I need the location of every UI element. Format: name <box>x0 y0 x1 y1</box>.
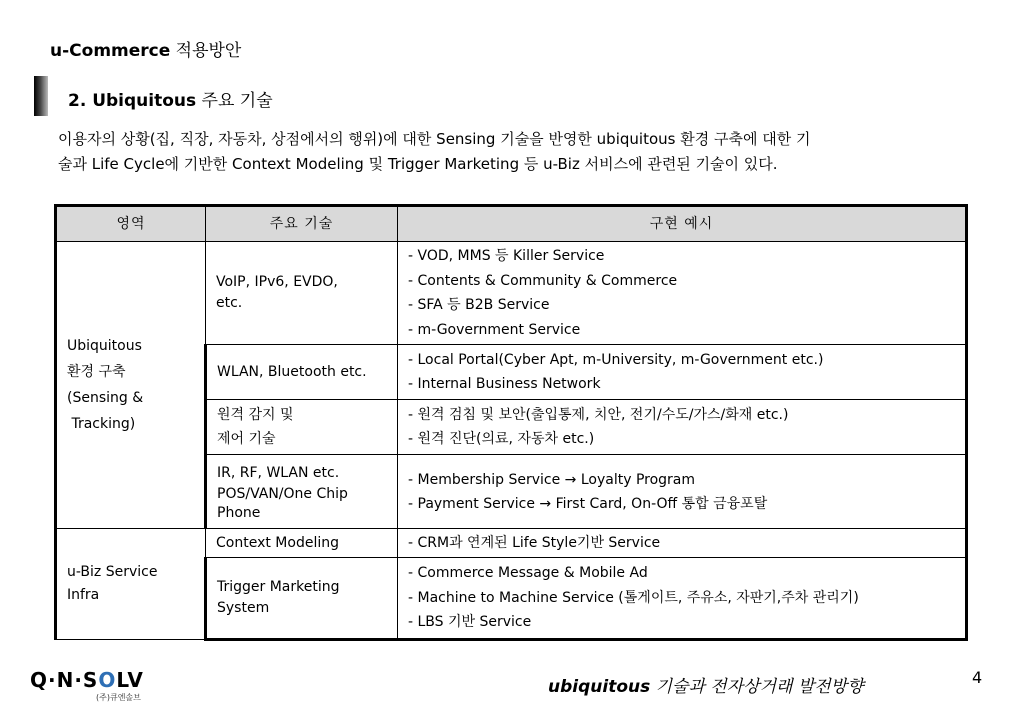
example-cell <box>398 558 967 640</box>
tech-cell <box>206 558 398 640</box>
footer-caption-rest: 기술과 전자상거래 발전방향 <box>650 677 864 697</box>
area-cell-ubiquitous <box>56 242 206 529</box>
company-logo <box>30 668 144 692</box>
intro-paragraph <box>58 127 988 177</box>
table-row <box>56 242 967 345</box>
logo-text-o: O <box>98 668 117 692</box>
example-text: - Machine to Machine Service (톨게이트, 주유소, 자판기,주차 관리기) <box>408 589 859 606</box>
area-text: u-Biz Service <box>67 564 158 580</box>
logo-text-q: Q·N·S <box>30 668 99 692</box>
table-row <box>56 529 967 558</box>
tech-cell <box>206 455 398 529</box>
tech-text: VoIP, IPv6, EVDO, <box>216 274 338 290</box>
area-text: Infra <box>67 587 100 603</box>
example-text: - Internal Business Network <box>408 376 601 392</box>
example-cell <box>398 400 967 455</box>
example-text: - Contents & Community & Commerce <box>408 272 678 289</box>
tech-text: System <box>217 600 270 616</box>
tech-cell <box>206 529 398 558</box>
header-examples: 구현 예시 <box>398 206 967 242</box>
footer-caption <box>548 672 864 697</box>
example-text: - 원격 검침 및 보안(출입통제, 치안, 전기/수도/가스/화재 etc.) <box>408 407 789 423</box>
tech-text: Phone <box>217 504 261 521</box>
tech-text: 원격 감지 및 <box>217 407 294 423</box>
intro-line: 이용자의 상황(집, 직장, 자동차, 상점에서의 행위)에 대한 Sensing 기술을 반영한 ubiquitous 환경 구축에 대한 기 <box>58 130 811 148</box>
area-text: 환경 구축 <box>67 364 126 380</box>
header-main-tech: 주요 기술 <box>206 206 398 242</box>
logo-text-lv: LV <box>116 668 144 692</box>
example-text: - Membership Service → Loyalty Program <box>408 471 696 488</box>
tech-text: POS/VAN/One Chip <box>217 485 348 502</box>
section-title-bold: 2. Ubiquitous <box>68 91 197 111</box>
table-header-row <box>56 206 967 242</box>
tech-text: Context Modeling <box>216 534 339 551</box>
page-title-bold: u-Commerce <box>50 41 171 61</box>
example-text: - Local Portal(Cyber Apt, m-University, m-Government etc.) <box>408 352 824 368</box>
tech-text: etc. <box>216 295 243 311</box>
tech-cell <box>206 345 398 400</box>
tech-text: WLAN, Bluetooth etc. <box>217 363 367 380</box>
example-text: - VOD, MMS 등 Killer Service <box>408 248 605 264</box>
section-title-rest: 주요 기술 <box>196 91 273 111</box>
area-text: Tracking) <box>67 416 136 432</box>
example-cell <box>398 455 967 529</box>
tech-cell <box>206 400 398 455</box>
footer-caption-bold: ubiquitous <box>548 677 651 697</box>
tech-text: 제어 기술 <box>217 431 276 447</box>
example-text: - SFA 등 B2B Service <box>408 297 550 313</box>
example-text: - LBS 기반 Service <box>408 614 532 631</box>
area-text: Ubiquitous <box>67 338 142 354</box>
tech-cell <box>206 242 398 345</box>
area-cell-ubiz <box>56 529 206 640</box>
logo-subtitle: (주)큐엔솔브 <box>96 693 141 702</box>
section-marker-bar <box>34 76 48 116</box>
example-text: - Payment Service → First Card, On-Off 통합 금융포탈 <box>408 495 768 512</box>
technology-table <box>54 204 968 641</box>
page-title <box>50 36 241 61</box>
header-area: 영역 <box>56 206 206 242</box>
intro-line: 술과 Life Cycle에 기반한 Context Modeling 및 Trigger Marketing 등 u-Biz 서비스에 관련된 기술이 있다. <box>58 155 778 173</box>
page-number: 4 <box>972 668 983 687</box>
example-text: - 원격 진단(의료, 자동차 etc.) <box>408 431 595 447</box>
page-title-rest: 적용방안 <box>170 41 242 61</box>
area-text: (Sensing & <box>67 390 144 406</box>
example-cell <box>398 242 967 345</box>
section-title <box>68 86 273 111</box>
example-text: - CRM과 연계된 Life Style기반 Service <box>408 534 661 551</box>
example-text: - m-Government Service <box>408 321 581 338</box>
tech-text: IR, RF, WLAN etc. <box>217 464 340 481</box>
example-cell <box>398 345 967 400</box>
example-cell <box>398 529 967 558</box>
tech-text: Trigger Marketing <box>217 579 340 595</box>
example-text: - Commerce Message & Mobile Ad <box>408 565 648 582</box>
